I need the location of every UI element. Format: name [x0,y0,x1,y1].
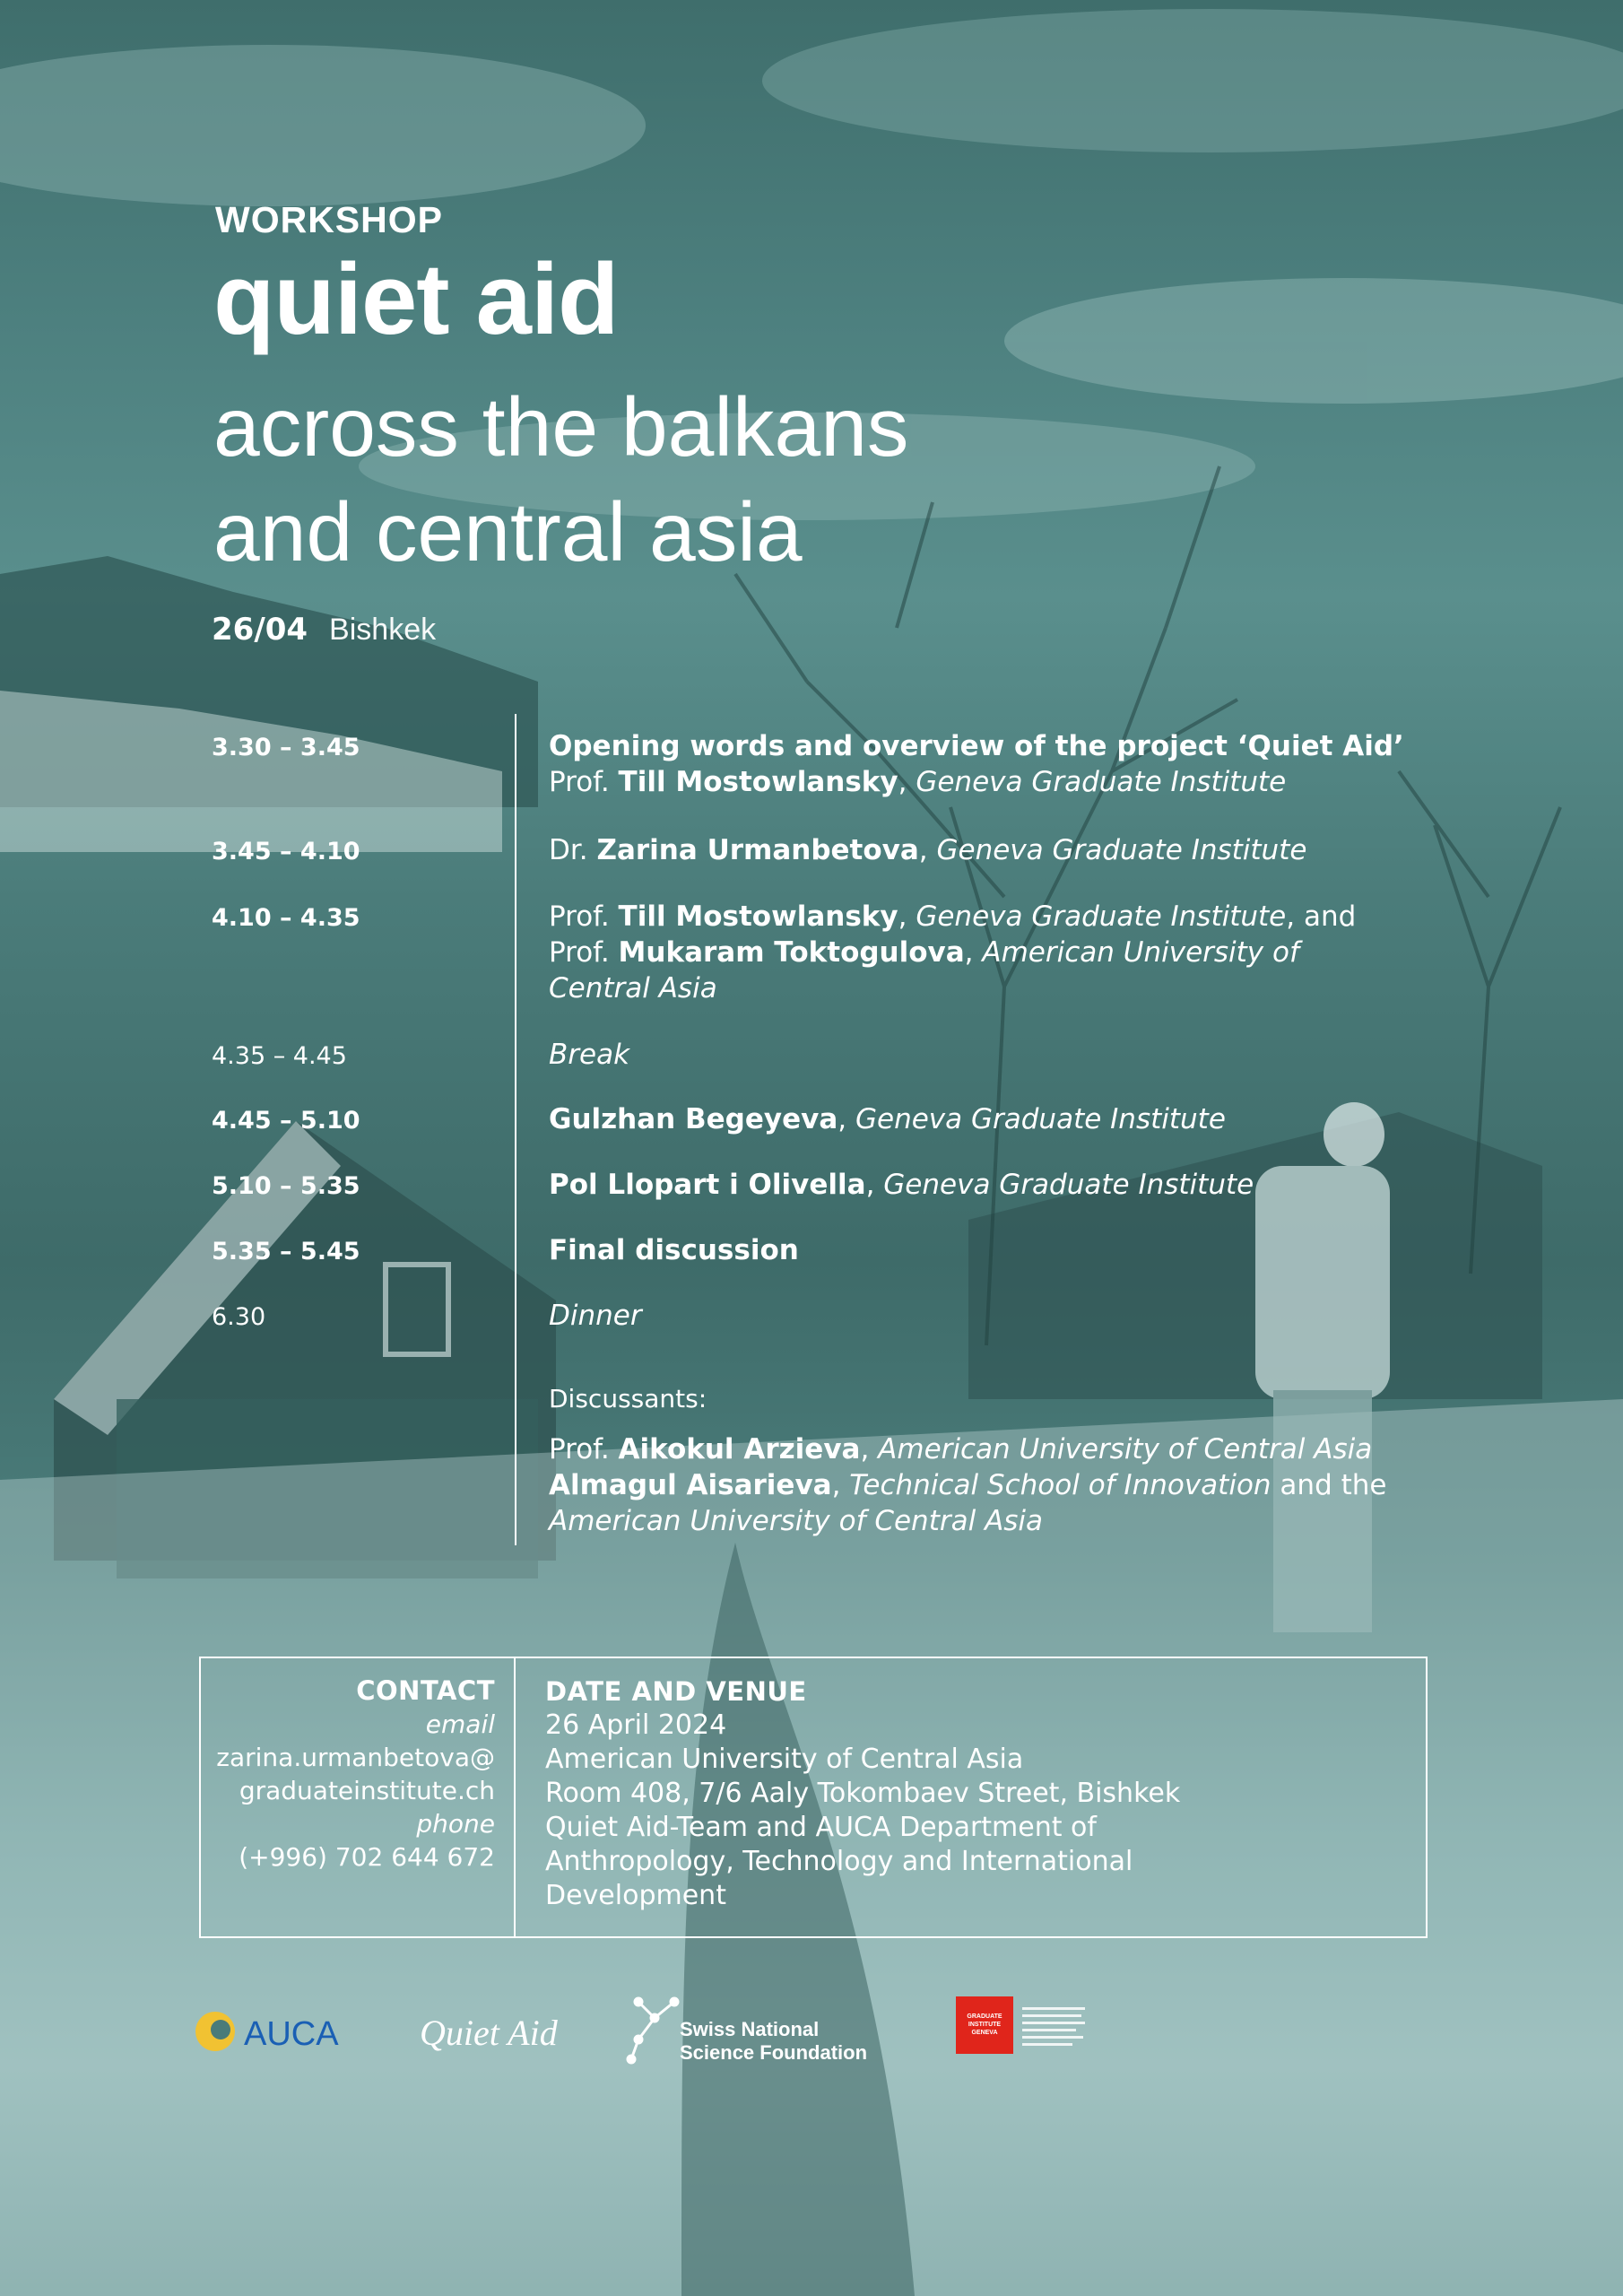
name-text: Almagul Aisarieva [549,1469,832,1501]
discussant-line [549,1431,1445,1467]
name-text: Aikokul Arzieva [618,1433,861,1465]
venue-line: 26 April 2024 [545,1709,727,1741]
plain-text: Dr. [549,834,597,866]
slot-description [549,899,1445,1006]
venue-line: Anthropology, Technology and International [545,1846,1133,1877]
slot-description [549,1037,1445,1073]
phone-label: phone [416,1809,495,1839]
email-label: email [425,1709,495,1739]
affiliation-text: Geneva Graduate Institute [916,766,1287,798]
slot-line [549,970,1445,1006]
slot-line [549,764,1445,800]
contact-heading: CONTACT [356,1675,495,1706]
plain-text: , [831,1469,850,1501]
quiet-aid-logo-text: Quiet Aid [420,2013,558,2053]
affiliation-text: American University of [982,936,1299,969]
plain-text: , [964,936,983,969]
plain-text: , [898,766,916,798]
name-text: Mukaram Toktogulova [618,936,965,969]
venue-line: American University of Central Asia [545,1744,1024,1775]
contact-section [206,1674,495,1874]
affiliation-text: Geneva Graduate Institute [855,1103,1226,1135]
quiet-aid-logo [420,2013,559,2053]
gi-text-1: GRADUATE [967,2013,1002,2020]
slot-line [549,899,1445,935]
plain-text: , [838,1103,855,1135]
name-text: Gulzhan Begeyeva [549,1103,838,1135]
name-text: Final discussion [549,1234,799,1266]
program-divider [515,714,516,1545]
slot-time: 4.10 – 4.35 [212,904,360,932]
slot-description [549,1167,1445,1203]
plain-text: , [860,1433,879,1465]
slot-description [549,1232,1445,1268]
auca-logo [195,2012,339,2053]
slot-time: 3.45 – 4.10 [212,838,360,865]
venue-heading: DATE AND VENUE [545,1676,807,1707]
date-location [212,612,436,648]
name-text: Till Mostowlansky [618,766,898,798]
slot-line [549,1037,1445,1073]
workshop-kicker: WORKSHOP [215,199,443,240]
snsf-network-icon [628,1998,678,2063]
plain-text: and the [1271,1469,1387,1501]
phone-number[interactable]: (+996) 702 644 672 [239,1842,495,1872]
slot-description [549,1101,1445,1137]
discussants-label: Discussants: [549,1384,707,1413]
auca-logo-text: AUCA [244,2015,339,2053]
plain-text: Prof. [549,1433,619,1465]
affiliation-text: Technical School of Innovation [849,1469,1271,1501]
venue-section [545,1674,1397,1913]
slot-description [549,728,1445,800]
slot-line [549,1101,1445,1137]
plain-text: , [898,900,916,933]
slot-description [549,1298,1445,1334]
discussants-block [549,1381,1445,1539]
affiliation-text: Geneva Graduate Institute [936,834,1307,866]
slot-line [549,935,1445,970]
snsf-line-2: Science Foundation [680,2041,868,2064]
slot-line [549,728,1445,764]
name-text: Till Mostowlansky [618,900,898,933]
gi-text-2: INSTITUTE [968,2022,1002,2028]
name-text: Pol Llopart i Olivella [549,1169,866,1201]
subtitle-line-1: across the balkans [213,380,909,474]
slot-time: 5.35 – 5.45 [212,1238,360,1265]
venue-line: Room 408, 7/6 Aaly Tokombaev Street, Bishkek [545,1778,1181,1809]
slot-line [549,1232,1445,1268]
page-title: quiet aid [213,243,619,355]
affiliation-text: American University of Central Asia [549,1505,1044,1537]
gi-text-3: GENEVA [971,2030,998,2036]
plain-text: , and [1286,900,1357,933]
event-city: Bishkek [329,613,437,647]
name-text: Zarina Urmanbetova [596,834,919,866]
slot-time: 3.30 – 3.45 [212,734,360,761]
snsf-logo [628,1998,867,2064]
affiliation-text: Break [549,1039,630,1071]
name-text: Opening words and overview of the project ‘Quiet Aid’ [549,730,1404,762]
slot-time: 4.45 – 5.10 [212,1107,360,1135]
sponsor-logos [0,1982,1623,2081]
affiliation-text: Geneva Graduate Institute [883,1169,1254,1201]
plain-text: , [865,1169,884,1201]
affiliation-text: Dinner [549,1300,642,1332]
plain-text: Prof. [549,936,619,969]
slot-line [549,1298,1445,1334]
email-line-1[interactable]: zarina.urmanbetova@ [216,1743,495,1772]
subtitle-line-2: and central asia [213,485,803,578]
email-line-2[interactable]: graduateinstitute.ch [239,1776,495,1805]
venue-line: Quiet Aid-Team and AUCA Department of [545,1812,1097,1843]
affiliation-text: Geneva Graduate Institute [916,900,1287,933]
affiliation-text: American University of Central Asia [878,1433,1373,1465]
affiliation-text: Central Asia [549,972,717,1004]
discussant-line [549,1503,1445,1539]
plain-text: Prof. [549,766,619,798]
slot-line [549,832,1445,868]
contact-divider [514,1658,516,1936]
event-date: 26/04 [212,612,308,648]
snsf-line-1: Swiss National [680,2018,820,2040]
slot-description [549,832,1445,868]
slot-line [549,1167,1445,1203]
slot-time: 5.10 – 5.35 [212,1172,360,1200]
graduate-institute-logo [956,1996,1085,2054]
venue-line: Development [545,1880,726,1911]
plain-text: , [918,834,937,866]
slot-time: 4.35 – 4.45 [212,1042,347,1070]
discussant-line [549,1467,1445,1503]
slot-time: 6.30 [212,1303,266,1331]
plain-text: Prof. [549,900,619,933]
